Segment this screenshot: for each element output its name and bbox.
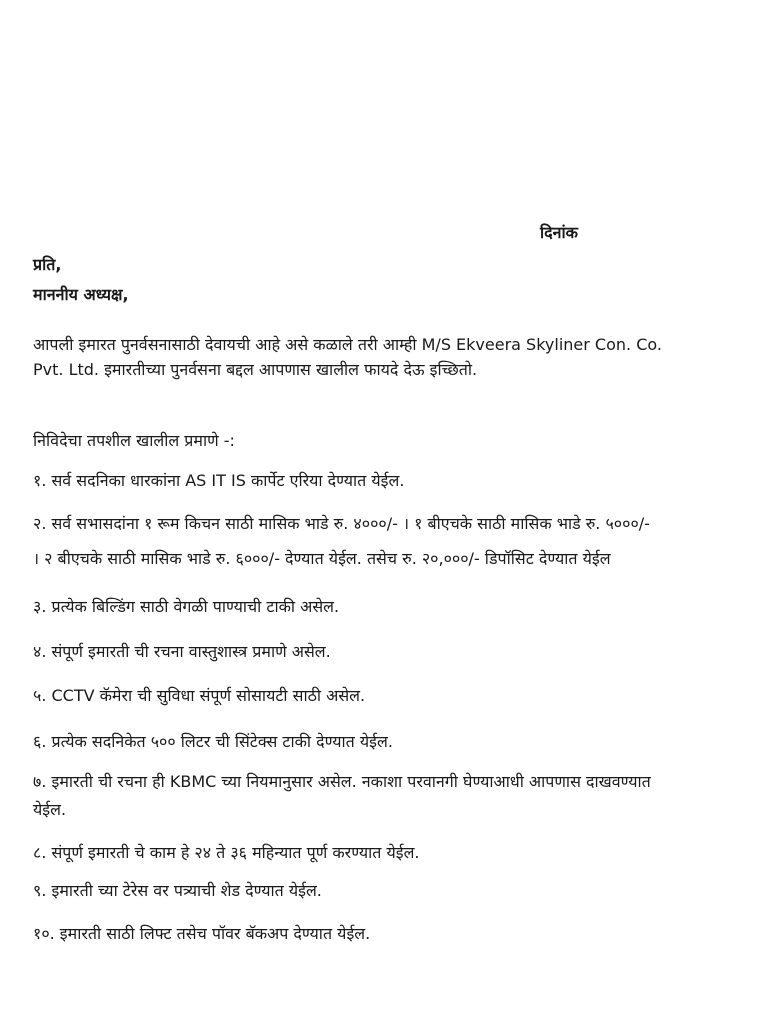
point-7-line-1: ७. इमारती ची रचना ही KBMC च्या नियमानुसार असेल. नकाशा परवानगी घेण्याआधी आपणास दाखवण्यात [33, 772, 651, 791]
point-3: ३. प्रत्येक बिल्डिंग साठी वेगळी पाण्याची टाकी असेल. [33, 597, 340, 616]
point-4: ४. संपूर्ण इमारती ची रचना वास्तुशास्त्र प्रमाणे असेल. [33, 642, 331, 661]
point-1: १. सर्व सदनिका धारकांना AS IT IS कार्पेट एरिया देण्यात येईल. [33, 471, 405, 490]
intro-line-1: आपली इमारत पुनर्वसनासाठी देवायची आहे असे कळाले तरी आम्ही M/S Ekveera Skyliner Con. Co. [33, 335, 662, 354]
point-2-line-1: २. सर्व सभासदांना १ रूम किचन साठी मासिक भाडे रु. ४०००/- । १ बीएचके साठी मासिक भाडे रु. ५०००/- [33, 514, 650, 533]
point-8: ८. संपूर्ण इमारती चे काम हे २४ ते ३६ महिन्यात पूर्ण करण्यात येईल. [33, 843, 420, 862]
point-7-line-2: येईल. [33, 800, 67, 819]
details-heading: निविदेचा तपशील खालील प्रमाणे -: [33, 431, 235, 450]
point-9: ९. इमारती च्या टेरेस वर पत्र्याची शेड देण्यात येईल. [33, 881, 322, 900]
point-5: ५. CCTV कॅमेरा ची सुविधा संपूर्ण सोसायटी साठी असेल. [33, 686, 366, 705]
salutation-to: प्रति, [33, 255, 62, 274]
point-2-line-2: । २ बीएचके साठी मासिक भाडे रु. ६०००/- देण्यात येईल. तसेच रु. २०,०००/- डिपॉसिट देण्यात येईल [33, 549, 611, 568]
point-10: १०. इमारती साठी लिफ्ट तसेच पॉवर बॅकअप देण्यात येईल. [33, 924, 371, 943]
intro-line-2: Pvt. Ltd. इमारतीच्या पुनर्वसना बद्दल आपणास खालील फायदे देऊ इच्छितो. [33, 360, 478, 379]
point-6: ६. प्रत्येक सदनिकेत ५०० लिटर ची सिंटेक्स टाकी देण्यात येईल. [33, 732, 393, 751]
date-label: दिनांक [540, 223, 578, 242]
addressee: माननीय अध्यक्ष, [33, 285, 129, 304]
